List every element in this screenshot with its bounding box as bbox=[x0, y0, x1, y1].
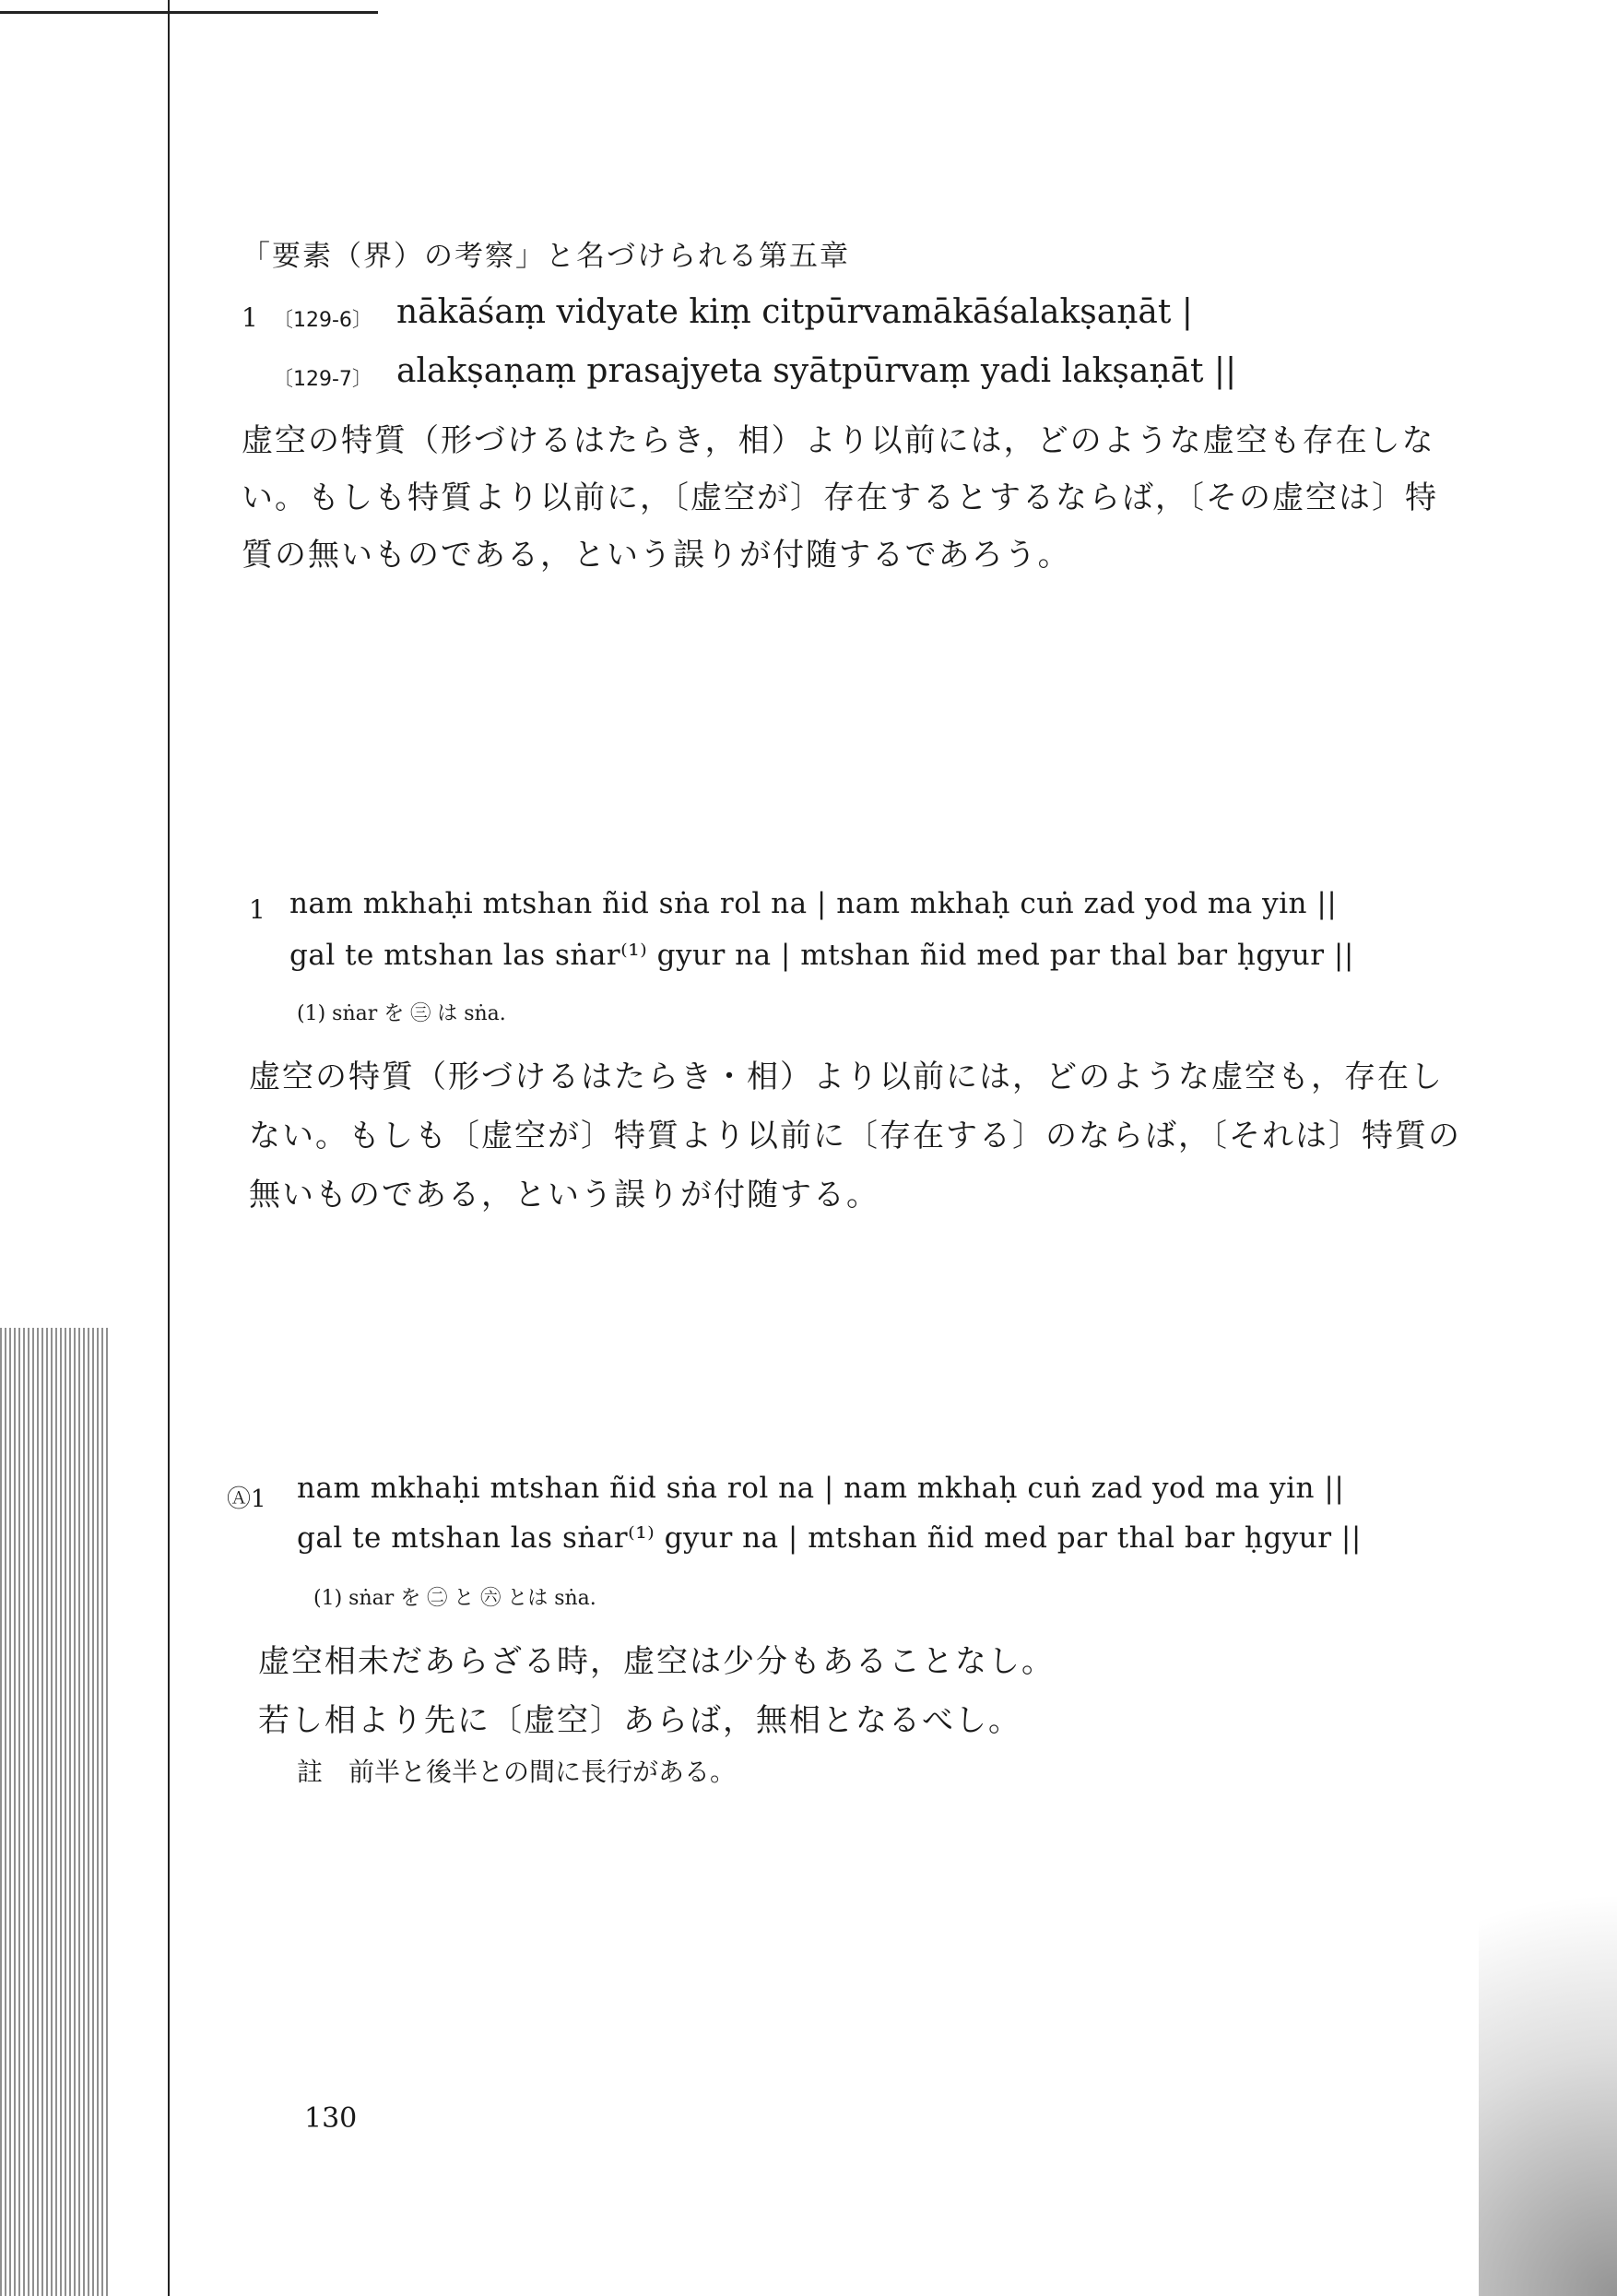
tibetan-line-1: nam mkhaḥi mtshan ñid sṅa rol na | nam mkhaḥ cuṅ zad yod ma yin || bbox=[289, 887, 1338, 920]
tibetan-note: (1) sṅar を ㊂ は sṅa. bbox=[297, 1002, 506, 1025]
akutobhaya-translation-line-1: 虚空相未だあらざる時，虚空は少分もあることなし。 bbox=[258, 1643, 1055, 1680]
sanskrit-line-1: nākāśaṃ vidyate kiṃ citpūrvamākāśalakṣaṇāt | bbox=[396, 293, 1193, 331]
page-number: 130 bbox=[304, 2102, 358, 2135]
akutobhaya-verse-number: Ⓐ1 bbox=[227, 1485, 266, 1513]
scan-top-rule bbox=[0, 11, 378, 14]
tibetan-verse-number: 1 bbox=[249, 894, 266, 925]
sanskrit-translation-line-1: 虚空の特質（形づけるはたらき，相）より以前には，どのような虚空も存在しな bbox=[242, 422, 1435, 459]
akutobhaya-translation-line-2: 若し相より先に〔虚空〕あらば，無相となるべし。 bbox=[258, 1702, 1021, 1739]
scan-edge-shadow bbox=[0, 1328, 111, 2296]
chapter-title: 「要素（界）の考察」と名づけられる第五章 bbox=[242, 240, 850, 273]
sanskrit-line-2: alakṣaṇaṃ prasajyeta syātpūrvaṃ yadi lakṣaṇāt || bbox=[396, 352, 1237, 390]
binding-margin-line bbox=[168, 0, 170, 2296]
sanskrit-ref-1: 〔129-6〕 bbox=[273, 309, 372, 332]
akutobhaya-line-2: gal te mtshan las sṅar⁽¹⁾ gyur na | mtshan ñid med par thal bar ḥgyur || bbox=[297, 1521, 1362, 1555]
akutobhaya-note: (1) sṅar を ㊁ と ㊅ とは sṅa. bbox=[313, 1587, 596, 1610]
tibetan-translation-line-1: 虚空の特質（形づけるはたらき・相）より以前には，どのような虚空も，存在し bbox=[249, 1059, 1444, 1095]
scan-corner-shadow bbox=[1479, 1780, 1617, 2296]
tibetan-translation-line-2: ない。もしも〔虚空が〕特質より以前に〔存在する〕のならば，〔それは〕特質の bbox=[249, 1118, 1461, 1154]
sanskrit-translation-line-3: 質の無いものである，という誤りが付随するであろう。 bbox=[242, 537, 1071, 574]
akutobhaya-line-1: nam mkhaḥi mtshan ñid sṅa rol na | nam mkhaḥ cuṅ zad yod ma yin || bbox=[297, 1472, 1345, 1505]
tibetan-line-2: gal te mtshan las sṅar⁽¹⁾ gyur na | mtshan ñid med par thal bar ḥgyur || bbox=[289, 939, 1354, 972]
sanskrit-verse-number: 1 bbox=[242, 302, 258, 333]
akutobhaya-comment: 註 前半と後半との間に長行がある。 bbox=[297, 1757, 737, 1787]
sanskrit-translation-line-2: い。もしも特質より以前に，〔虚空が〕存在するとするならば，〔その虚空は〕特 bbox=[242, 479, 1438, 516]
tibetan-translation-line-3: 無いものである，という誤りが付随する。 bbox=[249, 1177, 879, 1213]
sanskrit-ref-2: 〔129-7〕 bbox=[273, 368, 372, 391]
